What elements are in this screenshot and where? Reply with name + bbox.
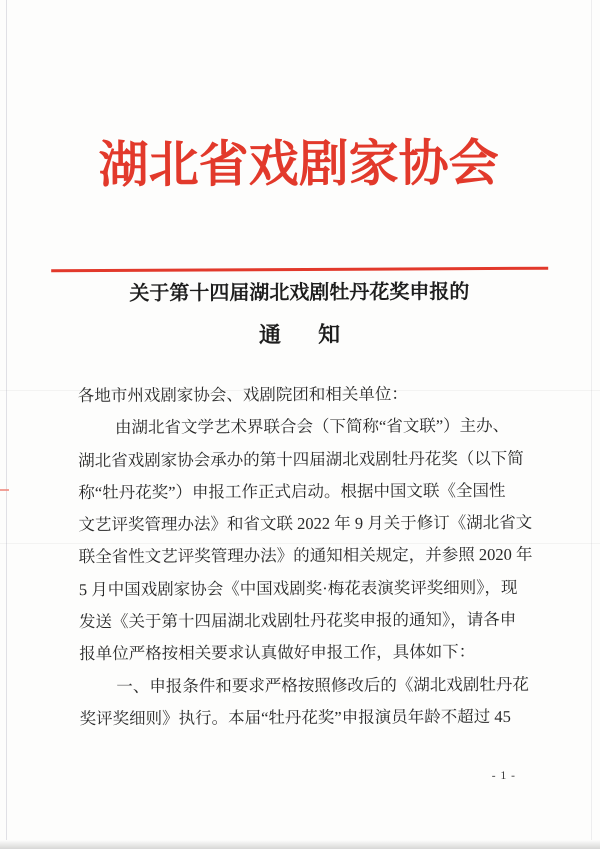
letterhead-divider-line: [51, 267, 548, 273]
body-line: 一、申报条件和要求严格按照修改后的《湖北戏剧牡丹花: [116, 674, 529, 696]
body-line: 由湖北省文学艺术界联合会（下简称“省文联”）主办、: [114, 416, 510, 438]
body-line: 5 月中国戏剧家协会《中国戏剧奖·梅花表演奖评奖细则》，现: [78, 577, 518, 599]
body-line: 文艺评奖管理办法》和省文联 2022 年 9 月关于修订《湖北省文: [78, 512, 533, 535]
notice-body: [78, 378, 535, 736]
scan-bottom-shadow: [0, 840, 600, 849]
scan-margin-tick-artifact: [0, 489, 9, 491]
body-line: 湖北省戏剧家协会承办的第十四届湖北戏剧牡丹花奖（以下简: [78, 448, 524, 470]
notice-title-char-tong: 通: [258, 322, 282, 348]
notice-title-line1: 关于第十四届湖北戏剧牡丹花奖申报的: [129, 281, 470, 305]
scan-edge-artifact-left: [6, 0, 7, 849]
notice-title-line2: [0, 320, 600, 349]
body-line: 联全省性文艺评奖管理办法》的通知相关规定，并参照 2020 年: [78, 545, 533, 567]
scan-streak-artifact: [0, 390, 600, 391]
body-line: 报单位严格按相关要求认真做好申报工作，具体如下：: [79, 642, 476, 664]
body-line: 称“牡丹花奖”）申报工作正式启动。根据中国文联《全国性: [78, 480, 506, 503]
notice-title-char-zhi: 知: [317, 321, 341, 347]
page-number: - 1 -: [491, 769, 516, 783]
scan-streak-artifact: [0, 543, 600, 544]
body-line: 奖评奖细则》执行。本届“牡丹花奖”申报演员年龄不超过 45: [79, 706, 511, 729]
scan-edge-artifact-right: [591, 0, 592, 849]
body-line: 发送《关于第十四届湖北戏剧牡丹花奖申报的通知》，请各申: [78, 609, 517, 632]
salutation-line: 各地市州戏剧家协会、戏剧院团和相关单位：: [77, 384, 408, 406]
letterhead-org-name: 湖北省戏剧家协会: [98, 134, 499, 194]
